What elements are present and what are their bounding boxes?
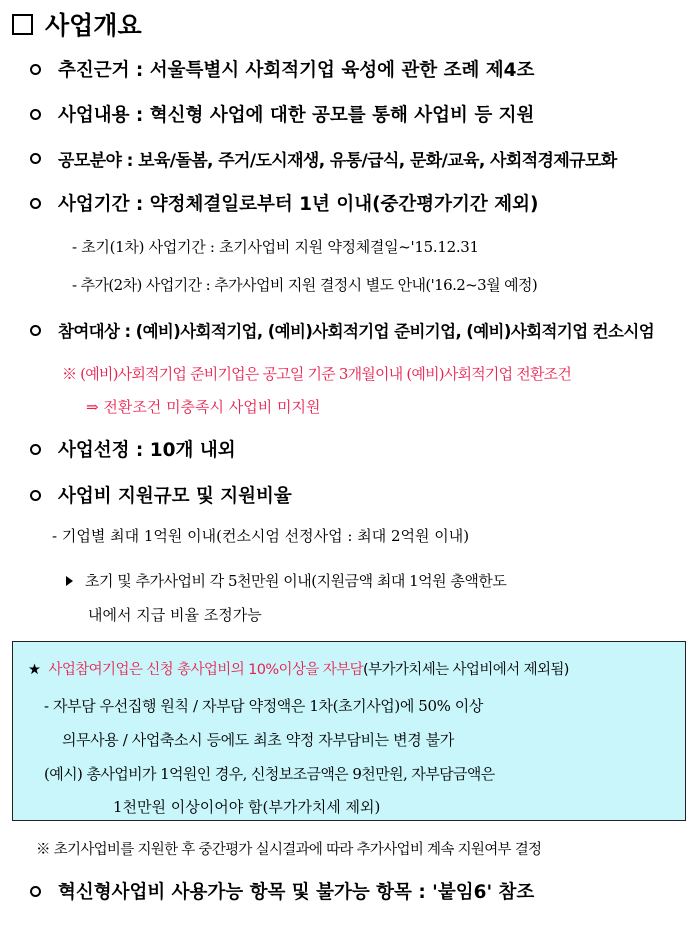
item-usage-text: 혁신형사업비 사용가능 항목 및 불가능 항목 : '붙임6' 참조 — [58, 882, 535, 903]
item-field — [30, 146, 617, 171]
box-highlight-black: (부가가치세는 사업비에서 제외됨) — [363, 662, 569, 678]
circle-bullet-icon — [30, 490, 41, 501]
section-title — [12, 6, 142, 42]
item-field-text: 공모분야 : 보육/돌봄, 주거/도시재생, 유통/급식, 문화/교육, 사회적경제규모화 — [58, 151, 617, 171]
participants-note: ※ (예비)사회적기업 준비기업은 공고일 기준 3개월이내 (예비)사회적기업 전환조건 — [62, 365, 572, 383]
item-selection-text: 사업선정 : 10개 내외 — [58, 440, 236, 461]
checkbox-icon — [12, 14, 33, 35]
box-highlight-red: 사업참여기업은 신청 총사업비의 10%이상을 자부담 — [48, 662, 364, 678]
item-content — [30, 101, 534, 127]
item-content-text: 사업내용 : 혁신형 사업에 대한 공모를 통해 사업비 등 지원 — [58, 105, 535, 126]
item-participants — [30, 318, 654, 342]
item-usage — [30, 878, 534, 904]
box-highlight — [28, 658, 569, 679]
box-line-3: (예시) 총사업비가 1억원인 경우, 신청보조금액은 9천만원, 자부담금액은 — [44, 765, 495, 783]
item-period — [30, 190, 538, 216]
item-basis-text: 추진근거 : 서울특별시 사회적기업 육성에 관한 조례 제4조 — [58, 60, 535, 81]
footnote: ※ 초기사업비를 지원한 후 중간평가 실시결과에 따라 추가사업비 계속 지원여부 결정 — [36, 842, 542, 858]
item-basis — [30, 56, 534, 82]
period-sub-additional: - 추가(2차) 사업기간 : 추가사업비 지원 결정시 별도 안내('16.2~3월 예정) — [72, 276, 538, 294]
scale-sub-limit: - 기업별 최대 1억원 이내(컨소시엄 선정사업 : 최대 2억원 이내) — [52, 527, 470, 545]
star-icon: ★ — [28, 662, 41, 678]
circle-bullet-icon — [30, 153, 41, 164]
scale-sub-amount-cont: 내에서 지급 비율 조정가능 — [88, 606, 262, 624]
item-scale-text: 사업비 지원규모 및 지원비율 — [58, 486, 292, 507]
circle-bullet-icon — [30, 325, 41, 336]
box-line-4: 1천만원 이상이어야 함(부가가치세 제외) — [113, 798, 381, 816]
participants-note-arrow: ⇒ 전환조건 미충족시 사업비 미지원 — [86, 398, 321, 416]
period-sub-initial: - 초기(1차) 사업기간 : 초기사업비 지원 약정체결일~'15.12.31 — [72, 238, 479, 256]
circle-bullet-icon — [30, 64, 41, 75]
item-participants-text: 참여대상 : (예비)사회적기업, (예비)사회적기업 준비기업, (예비)사회적기업 컨소시엄 — [58, 322, 655, 341]
scale-sub-amount-text: 초기 및 추가사업비 각 5천만원 이내(지원금액 최대 1억원 총액한도 — [85, 572, 507, 590]
circle-bullet-icon — [30, 198, 41, 209]
circle-bullet-icon — [30, 444, 41, 455]
box-line-1: - 자부담 우선집행 원칙 / 자부담 약정액은 1차(초기사업)에 50% 이상 — [44, 697, 483, 715]
scale-sub-amount — [66, 570, 506, 591]
item-scale — [30, 482, 292, 508]
section-title-text: 사업개요 — [45, 11, 142, 40]
triangle-bullet-icon — [66, 576, 73, 586]
circle-bullet-icon — [30, 886, 41, 897]
item-selection — [30, 436, 236, 462]
circle-bullet-icon — [30, 109, 41, 120]
item-period-text: 사업기간 : 약정체결일로부터 1년 이내(중간평가기간 제외) — [58, 194, 539, 215]
box-line-2: 의무사용 / 사업축소시 등에도 최초 약정 자부담비는 변경 불가 — [62, 731, 454, 749]
